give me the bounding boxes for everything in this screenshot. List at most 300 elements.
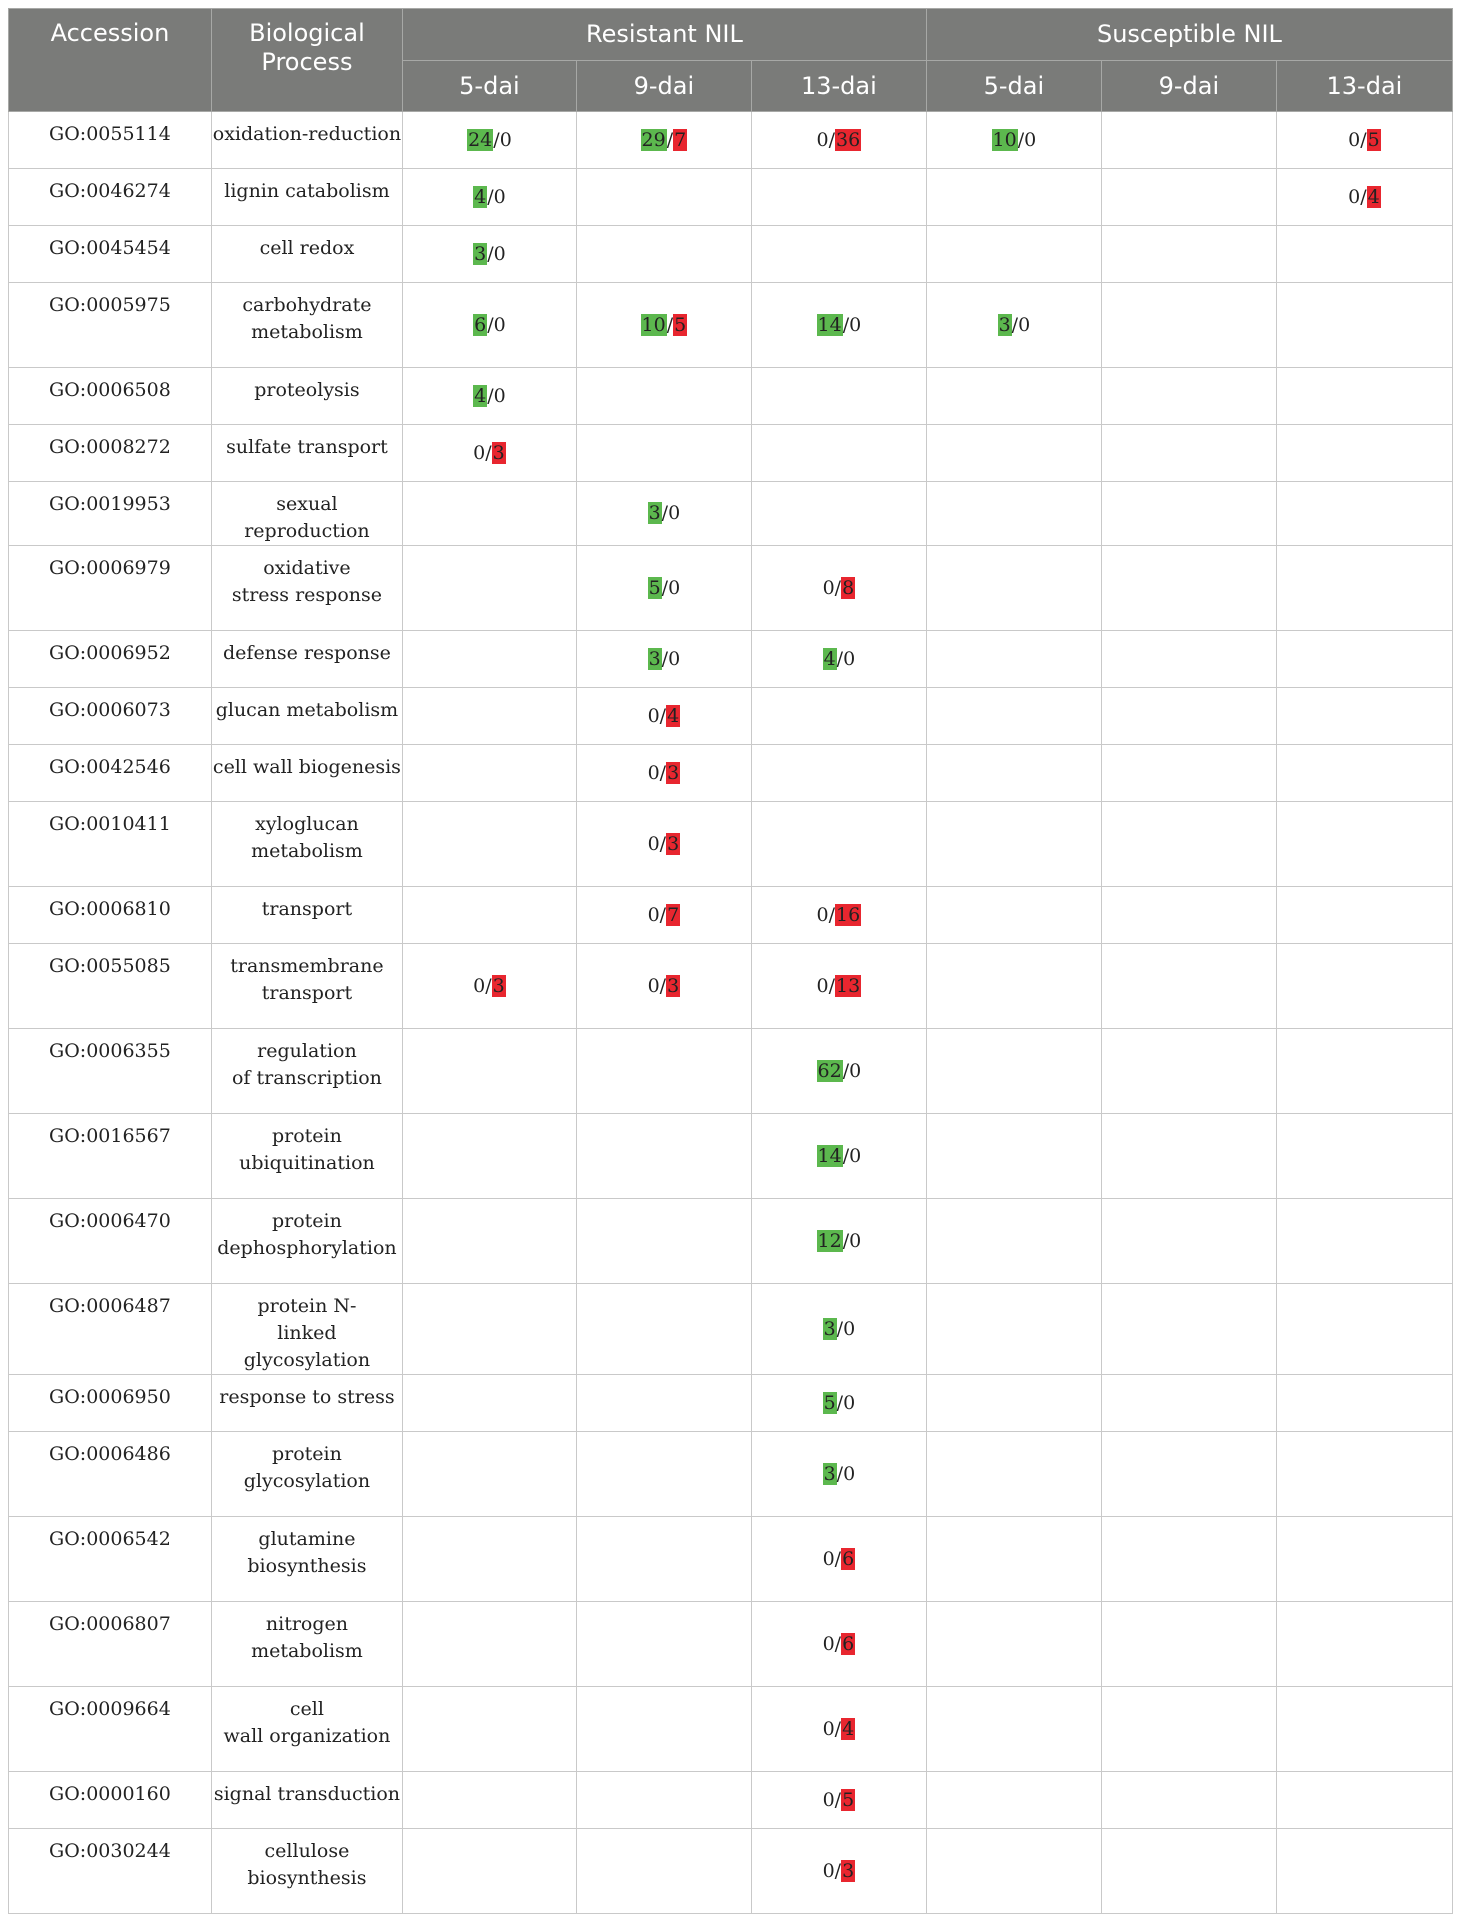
accession-cell: GO:0010411 (9, 802, 212, 887)
separator: / (842, 313, 850, 336)
process-line: glycosylation (243, 1470, 371, 1492)
accession-cell: GO:0009664 (9, 1687, 212, 1772)
count-cell (1101, 1687, 1276, 1772)
separator: / (659, 903, 667, 926)
count-cell (576, 1772, 751, 1829)
count-cell (402, 944, 576, 1029)
count-cell (751, 944, 926, 1029)
count-cell (751, 368, 926, 425)
table-row (9, 944, 1453, 1029)
process-cell (211, 482, 402, 546)
count-cell (1276, 1687, 1452, 1772)
process-cell (211, 1829, 402, 1914)
process-line: xyloglucan (255, 813, 359, 835)
count-cell (576, 1114, 751, 1199)
count-cell (576, 802, 751, 887)
accession-cell: GO:0042546 (9, 745, 212, 802)
down-count: 4 (842, 1717, 855, 1740)
table-row (9, 368, 1453, 425)
count-cell (926, 169, 1101, 226)
count-cell (751, 1432, 926, 1517)
count-cell (576, 425, 751, 482)
separator: / (487, 313, 494, 336)
count-cell (926, 1432, 1101, 1517)
up-count: 3 (474, 242, 487, 265)
table-row (9, 1602, 1453, 1687)
table-row (9, 1517, 1453, 1602)
count-cell (576, 1687, 751, 1772)
header-process-line1: Biological (249, 19, 365, 47)
count-cell (751, 1602, 926, 1687)
accession-cell: GO:0006073 (9, 688, 212, 745)
up-count: 0 (822, 1547, 835, 1570)
table-row (9, 1199, 1453, 1284)
count-cell (576, 368, 751, 425)
header-resistant-9dai: 9-dai (576, 61, 751, 112)
header-susceptible-5dai: 5-dai (926, 61, 1101, 112)
down-count: 0 (849, 1229, 862, 1252)
count-cell (402, 1284, 576, 1375)
count-cell (1276, 1029, 1452, 1114)
process-line: metabolism (251, 1640, 363, 1662)
process-cell (211, 944, 402, 1029)
count-cell (1276, 482, 1452, 546)
table-row (9, 1432, 1453, 1517)
down-count: 0 (493, 313, 506, 336)
process-line: dephosphorylation (217, 1237, 397, 1259)
count-cell (1101, 688, 1276, 745)
separator: / (842, 1059, 850, 1082)
down-count: 5 (842, 1788, 855, 1811)
count-cell (402, 1432, 576, 1517)
up-count: 5 (823, 1391, 836, 1414)
count-cell (751, 425, 926, 482)
down-count: 0 (843, 1317, 856, 1340)
count-cell (926, 688, 1101, 745)
count-cell (751, 745, 926, 802)
count-cell (402, 631, 576, 688)
down-count: 0 (849, 313, 862, 336)
accession-cell: GO:0006486 (9, 1432, 212, 1517)
count-cell (402, 802, 576, 887)
accession-cell: GO:0006508 (9, 368, 212, 425)
header-resistant-13dai: 13-dai (751, 61, 926, 112)
accession-cell: GO:0000160 (9, 1772, 212, 1829)
count-cell (926, 1602, 1101, 1687)
separator: / (834, 1859, 842, 1882)
process-line: transport (261, 898, 353, 920)
count-cell (751, 1687, 926, 1772)
count-cell (402, 887, 576, 944)
process-line: lignin catabolism (224, 180, 390, 202)
count-cell (1101, 1114, 1276, 1199)
count-cell (1276, 226, 1452, 283)
count-cell (1276, 1602, 1452, 1687)
separator: / (659, 761, 667, 784)
count-cell (926, 1829, 1101, 1914)
process-cell (211, 745, 402, 802)
count-cell (926, 1199, 1101, 1284)
table-row (9, 802, 1453, 887)
down-count: 3 (667, 761, 680, 784)
count-cell (751, 1772, 926, 1829)
separator: / (1360, 185, 1367, 208)
down-count: 4 (1367, 185, 1380, 208)
separator: / (487, 185, 494, 208)
process-line: wall organization (223, 1725, 391, 1747)
down-count: 16 (836, 903, 861, 926)
process-line: of transcription (231, 1067, 382, 1089)
process-cell (211, 368, 402, 425)
up-count: 0 (647, 903, 660, 926)
count-cell (751, 1517, 926, 1602)
process-line: transport (261, 982, 353, 1004)
count-cell (1276, 1432, 1452, 1517)
process-line: glutamine (258, 1528, 356, 1550)
count-cell (751, 631, 926, 688)
count-cell (576, 226, 751, 283)
process-cell (211, 802, 402, 887)
count-cell (1101, 112, 1276, 169)
count-cell (926, 887, 1101, 944)
process-line: signal transduction (213, 1783, 400, 1805)
count-cell (751, 1284, 926, 1375)
count-cell (576, 1029, 751, 1114)
separator: / (485, 441, 492, 464)
process-line: oxidation-reduction (212, 123, 402, 145)
count-cell (402, 1829, 576, 1914)
down-count: 0 (843, 1391, 856, 1414)
separator: / (1017, 128, 1025, 151)
count-cell (1276, 1284, 1452, 1375)
table-row (9, 112, 1453, 169)
count-cell (1101, 482, 1276, 546)
count-cell (1276, 944, 1452, 1029)
process-line: defense response (223, 642, 391, 664)
process-line: cellulose (264, 1840, 350, 1862)
up-count: 0 (647, 704, 660, 727)
count-cell (576, 1284, 751, 1375)
down-count: 6 (842, 1632, 855, 1655)
header-resistant-nil: Resistant NIL (402, 9, 926, 61)
count-cell (1276, 745, 1452, 802)
count-cell (1276, 802, 1452, 887)
separator: / (659, 832, 667, 855)
down-count: 0 (493, 242, 506, 265)
process-cell (211, 1114, 402, 1199)
count-cell (402, 169, 576, 226)
process-cell (211, 1517, 402, 1602)
process-line: biosynthesis (247, 1555, 367, 1577)
accession-cell: GO:0055085 (9, 944, 212, 1029)
count-cell (576, 944, 751, 1029)
table-row (9, 1029, 1453, 1114)
count-cell (576, 546, 751, 631)
count-cell (1101, 802, 1276, 887)
down-count: 0 (1024, 128, 1037, 151)
separator: / (828, 128, 836, 151)
count-cell (751, 226, 926, 283)
down-count: 13 (836, 974, 861, 997)
accession-cell: GO:0006952 (9, 631, 212, 688)
process-cell (211, 283, 402, 368)
count-cell (576, 631, 751, 688)
count-cell (1101, 425, 1276, 482)
count-cell (926, 368, 1101, 425)
process-cell (211, 1687, 402, 1772)
table-row (9, 226, 1453, 283)
count-cell (576, 745, 751, 802)
separator: / (842, 1229, 850, 1252)
count-cell (1101, 631, 1276, 688)
count-cell (1101, 1029, 1276, 1114)
table-row (9, 482, 1453, 546)
up-count: 3 (823, 1317, 836, 1340)
process-line: sexual reproduction (244, 493, 370, 542)
separator: / (659, 974, 667, 997)
accession-cell: GO:0006355 (9, 1029, 212, 1114)
separator: / (836, 1462, 844, 1485)
count-cell (402, 482, 576, 546)
table-row (9, 1772, 1453, 1829)
process-line: nitrogen (265, 1613, 348, 1635)
process-line: ubiquitination (239, 1152, 375, 1174)
down-count: 3 (842, 1859, 855, 1882)
accession-cell: GO:0005975 (9, 283, 212, 368)
accession-cell: GO:0006487 (9, 1284, 212, 1375)
count-cell (576, 688, 751, 745)
count-cell (1276, 1199, 1452, 1284)
down-count: 3 (492, 974, 505, 997)
count-cell (926, 631, 1101, 688)
process-line: protein (271, 1443, 342, 1465)
process-cell (211, 226, 402, 283)
down-count: 8 (842, 576, 855, 599)
separator: / (666, 128, 674, 151)
up-count: 6 (474, 313, 487, 336)
down-count: 3 (667, 974, 680, 997)
go-enrichment-table (8, 8, 1453, 1914)
accession-cell: GO:0030244 (9, 1829, 212, 1914)
count-cell (1276, 1829, 1452, 1914)
process-line: linked glycosylation (243, 1322, 371, 1371)
separator: / (836, 1317, 844, 1340)
count-cell (926, 1772, 1101, 1829)
table-row (9, 1375, 1453, 1432)
down-count: 0 (849, 1059, 862, 1082)
count-cell (402, 1029, 576, 1114)
down-count: 36 (836, 128, 861, 151)
table-row (9, 1829, 1453, 1914)
count-cell (1101, 1199, 1276, 1284)
up-count: 0 (647, 974, 660, 997)
process-cell (211, 631, 402, 688)
count-cell (751, 887, 926, 944)
count-cell (926, 944, 1101, 1029)
count-cell (1276, 688, 1452, 745)
count-cell (1276, 546, 1452, 631)
count-cell (1276, 425, 1452, 482)
count-cell (751, 1199, 926, 1284)
count-cell (576, 1199, 751, 1284)
separator: / (661, 502, 669, 524)
table-row (9, 887, 1453, 944)
count-cell (926, 1284, 1101, 1375)
header-process-line2: Process (261, 48, 353, 76)
accession-cell: GO:0006542 (9, 1517, 212, 1602)
separator: / (836, 647, 844, 670)
count-cell (1101, 1375, 1276, 1432)
process-line: sulfate transport (226, 436, 388, 458)
down-count: 0 (843, 647, 856, 670)
count-cell (1276, 1517, 1452, 1602)
count-cell (1101, 1602, 1276, 1687)
process-cell (211, 1284, 402, 1375)
down-count: 7 (667, 903, 680, 926)
process-cell (211, 688, 402, 745)
count-cell (1276, 1772, 1452, 1829)
count-cell (926, 1114, 1101, 1199)
count-cell (926, 1375, 1101, 1432)
process-cell (211, 887, 402, 944)
up-count: 0 (816, 903, 829, 926)
up-count: 0 (1348, 128, 1361, 151)
process-cell (211, 546, 402, 631)
up-count: 0 (822, 1632, 835, 1655)
count-cell (576, 1517, 751, 1602)
count-cell (1101, 887, 1276, 944)
process-line: metabolism (251, 321, 363, 343)
count-cell (402, 1114, 576, 1199)
process-line: cell wall biogenesis (212, 756, 401, 778)
separator: / (661, 576, 669, 599)
down-count: 0 (668, 576, 681, 599)
down-count: 0 (493, 185, 506, 208)
process-line: cell redox (259, 237, 355, 259)
count-cell (1276, 887, 1452, 944)
table-row (9, 546, 1453, 631)
process-line: biosynthesis (247, 1867, 367, 1889)
accession-cell: GO:0045454 (9, 226, 212, 283)
count-cell (1101, 944, 1276, 1029)
up-count: 24 (468, 128, 493, 151)
process-line: metabolism (251, 840, 363, 862)
header-biological-process (211, 9, 402, 112)
accession-cell: GO:0006470 (9, 1199, 212, 1284)
up-count: 0 (816, 974, 829, 997)
count-cell (402, 1687, 576, 1772)
count-cell (576, 169, 751, 226)
accession-cell: GO:0008272 (9, 425, 212, 482)
up-count: 0 (822, 1717, 835, 1740)
table-row (9, 631, 1453, 688)
table-body (9, 112, 1453, 1914)
count-cell (751, 1375, 926, 1432)
process-cell (211, 1029, 402, 1114)
down-count: 0 (499, 128, 512, 151)
process-line: carbohydrate (242, 294, 372, 316)
up-count: 0 (647, 832, 660, 855)
count-cell (926, 1029, 1101, 1114)
down-count: 5 (674, 313, 687, 336)
process-cell (211, 169, 402, 226)
count-cell (1101, 368, 1276, 425)
count-cell (402, 425, 576, 482)
count-cell (751, 688, 926, 745)
separator: / (661, 647, 669, 670)
count-cell (926, 112, 1101, 169)
up-count: 0 (822, 1788, 835, 1811)
count-cell (751, 112, 926, 169)
count-cell (1101, 745, 1276, 802)
count-cell (1276, 283, 1452, 368)
down-count: 3 (667, 832, 680, 855)
process-line: response to stress (219, 1386, 395, 1408)
process-cell (211, 1602, 402, 1687)
count-cell (576, 1829, 751, 1914)
count-cell (926, 546, 1101, 631)
up-count: 0 (816, 128, 829, 151)
separator: / (834, 1547, 842, 1570)
header-accession: Accession (9, 9, 212, 112)
table-row (9, 1114, 1453, 1199)
count-cell (926, 1517, 1101, 1602)
process-line: stress response (231, 584, 383, 606)
up-count: 3 (998, 313, 1011, 336)
up-count: 4 (474, 185, 487, 208)
down-count: 5 (1367, 128, 1380, 151)
up-count: 4 (474, 384, 487, 407)
up-count: 10 (641, 313, 666, 336)
separator: / (834, 1632, 842, 1655)
table-row (9, 688, 1453, 745)
count-cell (576, 112, 751, 169)
up-count: 5 (648, 576, 661, 599)
count-cell (402, 1602, 576, 1687)
count-cell (1101, 226, 1276, 283)
up-count: 0 (473, 441, 486, 464)
count-cell (402, 368, 576, 425)
count-cell (751, 546, 926, 631)
down-count: 3 (492, 441, 505, 464)
count-cell (402, 688, 576, 745)
up-count: 29 (641, 128, 666, 151)
count-cell (1276, 169, 1452, 226)
accession-cell: GO:0046274 (9, 169, 212, 226)
count-cell (1101, 283, 1276, 368)
down-count: 0 (668, 647, 681, 670)
count-cell (1276, 631, 1452, 688)
count-cell (926, 745, 1101, 802)
count-cell (926, 802, 1101, 887)
accession-cell: GO:0055114 (9, 112, 212, 169)
table-row (9, 425, 1453, 482)
separator: / (834, 1717, 842, 1740)
up-count: 3 (648, 647, 661, 670)
separator: / (828, 974, 836, 997)
count-cell (926, 226, 1101, 283)
count-cell (1101, 1517, 1276, 1602)
process-line: oxidative (263, 557, 351, 579)
table-row (9, 1284, 1453, 1375)
count-cell (402, 1517, 576, 1602)
down-count: 0 (1018, 313, 1031, 336)
up-count: 62 (817, 1059, 842, 1082)
separator: / (828, 903, 836, 926)
up-count: 0 (473, 974, 486, 997)
count-cell (1101, 1284, 1276, 1375)
down-count: 6 (842, 1547, 855, 1570)
